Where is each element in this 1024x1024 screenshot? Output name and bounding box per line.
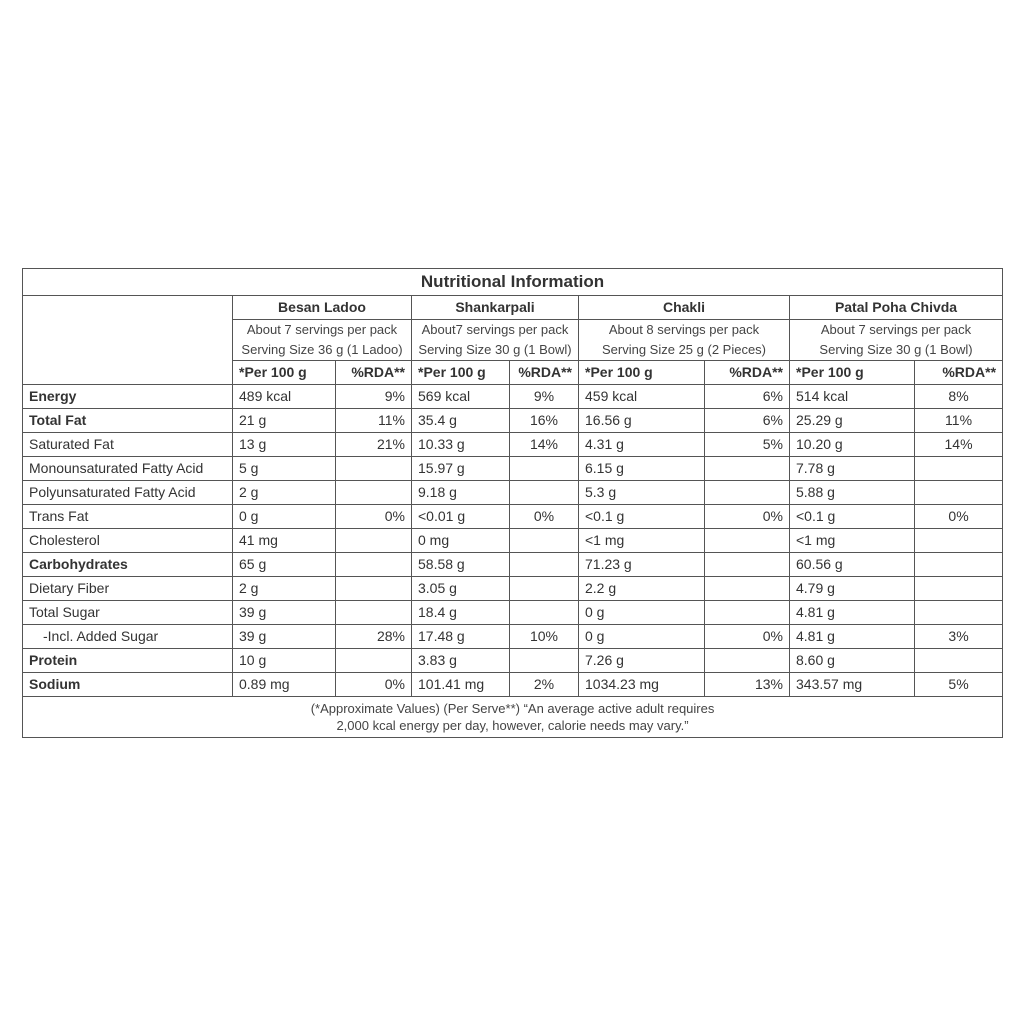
rda-value <box>336 601 412 625</box>
rda-value <box>915 481 1003 505</box>
per-100g-value: 0 g <box>579 601 705 625</box>
per-100g-value: 9.18 g <box>412 481 510 505</box>
rda-value <box>705 577 790 601</box>
rda-value <box>705 457 790 481</box>
servings-per-pack: About 7 servings per pack <box>820 322 972 337</box>
per-100g-header: *Per 100 g <box>412 361 510 385</box>
per-100g-value: 71.23 g <box>579 553 705 577</box>
per-100g-value: <0.1 g <box>790 505 915 529</box>
per-100g-header: *Per 100 g <box>233 361 336 385</box>
per-100g-value: 60.56 g <box>790 553 915 577</box>
per-100g-value: 16.56 g <box>579 409 705 433</box>
per-100g-value: <0.01 g <box>412 505 510 529</box>
rda-value <box>915 601 1003 625</box>
rda-value: 21% <box>336 433 412 457</box>
rda-value <box>915 649 1003 673</box>
nutrient-label: Total Fat <box>23 409 233 433</box>
nutrient-label: Energy <box>23 385 233 409</box>
rda-value: 11% <box>336 409 412 433</box>
rda-value <box>915 457 1003 481</box>
per-100g-header: *Per 100 g <box>790 361 915 385</box>
table-row <box>23 553 1003 577</box>
product-name: Patal Poha Chivda <box>790 296 1003 320</box>
rda-value: 0% <box>336 673 412 697</box>
rda-value <box>510 481 579 505</box>
rda-value <box>705 601 790 625</box>
per-100g-value: 4.81 g <box>790 601 915 625</box>
rda-value <box>915 577 1003 601</box>
rda-value: 10% <box>510 625 579 649</box>
product-name: Besan Ladoo <box>233 296 412 320</box>
nutrient-rows <box>23 385 1003 697</box>
rda-value <box>510 529 579 553</box>
per-100g-value: 5.3 g <box>579 481 705 505</box>
rda-value: 8% <box>915 385 1003 409</box>
footnote-line: 2,000 kcal energy per day, however, calorie needs may vary.” <box>336 718 689 733</box>
per-100g-value: 18.4 g <box>412 601 510 625</box>
table-row <box>23 577 1003 601</box>
nutrient-label: -Incl. Added Sugar <box>23 625 233 649</box>
per-100g-value: 13 g <box>233 433 336 457</box>
servings-per-pack: About 8 servings per pack <box>608 322 760 337</box>
nutrient-label: Protein <box>23 649 233 673</box>
servings-per-pack: About7 servings per pack <box>421 322 569 337</box>
table-row <box>23 625 1003 649</box>
per-100g-value: 39 g <box>233 625 336 649</box>
per-100g-value: 7.26 g <box>579 649 705 673</box>
per-100g-value: 4.81 g <box>790 625 915 649</box>
per-100g-header: *Per 100 g <box>579 361 705 385</box>
servings-per-pack: About 7 servings per pack <box>246 322 398 337</box>
rda-value <box>510 577 579 601</box>
per-100g-value: 489 kcal <box>233 385 336 409</box>
nutrient-label: Trans Fat <box>23 505 233 529</box>
per-100g-value: 459 kcal <box>579 385 705 409</box>
rda-value <box>510 553 579 577</box>
nutrient-label: Sodium <box>23 673 233 697</box>
table-row <box>23 385 1003 409</box>
per-100g-value: 5 g <box>233 457 336 481</box>
footnote-line: (*Approximate Values) (Per Serve**) “An average active adult requires <box>310 701 715 716</box>
rda-value <box>705 529 790 553</box>
table-title: Nutritional Information <box>23 269 1003 296</box>
rda-value: 9% <box>510 385 579 409</box>
rda-value <box>705 553 790 577</box>
table-row <box>23 601 1003 625</box>
rda-value <box>705 481 790 505</box>
rda-value <box>336 529 412 553</box>
rda-value: 0% <box>510 505 579 529</box>
per-100g-value: 10.20 g <box>790 433 915 457</box>
rda-value <box>336 481 412 505</box>
table-row <box>23 505 1003 529</box>
serving-size: Serving Size 36 g (1 Ladoo) <box>241 342 403 357</box>
per-100g-value: 0 g <box>233 505 336 529</box>
per-100g-value: 0 mg <box>412 529 510 553</box>
serving-size: Serving Size 30 g (1 Bowl) <box>418 342 572 357</box>
nutrient-label: Monounsaturated Fatty Acid <box>23 457 233 481</box>
serving-info <box>790 320 1003 361</box>
rda-value: 9% <box>336 385 412 409</box>
per-100g-value: 101.41 mg <box>412 673 510 697</box>
rda-value <box>915 553 1003 577</box>
table-row <box>23 529 1003 553</box>
rda-value <box>510 649 579 673</box>
rda-value: 16% <box>510 409 579 433</box>
rda-value: 6% <box>705 385 790 409</box>
per-100g-value: 0 g <box>579 625 705 649</box>
nutrient-label: Dietary Fiber <box>23 577 233 601</box>
per-100g-value: 21 g <box>233 409 336 433</box>
rda-header: %RDA** <box>336 361 412 385</box>
rda-value: 28% <box>336 625 412 649</box>
rda-value: 3% <box>915 625 1003 649</box>
per-100g-value: 514 kcal <box>790 385 915 409</box>
per-100g-value: 41 mg <box>233 529 336 553</box>
per-100g-value: 343.57 mg <box>790 673 915 697</box>
rda-value: 5% <box>915 673 1003 697</box>
per-100g-value: 17.48 g <box>412 625 510 649</box>
rda-value <box>915 529 1003 553</box>
per-100g-value: 7.78 g <box>790 457 915 481</box>
rda-value: 11% <box>915 409 1003 433</box>
table-row <box>23 409 1003 433</box>
serving-info <box>412 320 579 361</box>
nutrient-label: Cholesterol <box>23 529 233 553</box>
per-100g-value: <1 mg <box>579 529 705 553</box>
rda-value <box>705 649 790 673</box>
per-100g-value: 15.97 g <box>412 457 510 481</box>
rda-value: 13% <box>705 673 790 697</box>
rda-value: 0% <box>915 505 1003 529</box>
rda-value: 0% <box>705 505 790 529</box>
per-100g-value: 3.05 g <box>412 577 510 601</box>
rda-value: 0% <box>705 625 790 649</box>
per-100g-value: 39 g <box>233 601 336 625</box>
rda-value: 14% <box>510 433 579 457</box>
per-100g-value: 4.79 g <box>790 577 915 601</box>
table-row <box>23 673 1003 697</box>
serving-size: Serving Size 25 g (2 Pieces) <box>601 342 767 357</box>
per-100g-value: 10.33 g <box>412 433 510 457</box>
rda-value: 6% <box>705 409 790 433</box>
per-100g-value: 3.83 g <box>412 649 510 673</box>
per-100g-value: 569 kcal <box>412 385 510 409</box>
per-100g-value: 25.29 g <box>790 409 915 433</box>
footnote <box>23 697 1003 738</box>
per-100g-value: 2 g <box>233 577 336 601</box>
serving-size: Serving Size 30 g (1 Bowl) <box>819 342 973 357</box>
table-row <box>23 433 1003 457</box>
per-100g-value: <0.1 g <box>579 505 705 529</box>
serving-info <box>233 320 412 361</box>
rda-value: 0% <box>336 505 412 529</box>
label-column-header <box>23 296 233 385</box>
table-row <box>23 481 1003 505</box>
per-100g-value: <1 mg <box>790 529 915 553</box>
rda-value <box>336 577 412 601</box>
rda-value: 14% <box>915 433 1003 457</box>
nutrient-label: Saturated Fat <box>23 433 233 457</box>
per-100g-value: 35.4 g <box>412 409 510 433</box>
per-100g-value: 65 g <box>233 553 336 577</box>
per-100g-value: 5.88 g <box>790 481 915 505</box>
nutrient-label: Carbohydrates <box>23 553 233 577</box>
rda-header: %RDA** <box>915 361 1003 385</box>
nutrient-label: Polyunsaturated Fatty Acid <box>23 481 233 505</box>
per-100g-value: 4.31 g <box>579 433 705 457</box>
per-100g-value: 1034.23 mg <box>579 673 705 697</box>
product-name: Shankarpali <box>412 296 579 320</box>
per-100g-value: 58.58 g <box>412 553 510 577</box>
per-100g-value: 2 g <box>233 481 336 505</box>
per-100g-value: 10 g <box>233 649 336 673</box>
product-name: Chakli <box>579 296 790 320</box>
rda-value <box>510 457 579 481</box>
serving-info <box>579 320 790 361</box>
rda-value <box>336 457 412 481</box>
per-100g-value: 0.89 mg <box>233 673 336 697</box>
table-row <box>23 649 1003 673</box>
table-row <box>23 457 1003 481</box>
rda-value <box>510 601 579 625</box>
rda-value <box>336 649 412 673</box>
rda-header: %RDA** <box>705 361 790 385</box>
per-100g-value: 2.2 g <box>579 577 705 601</box>
nutrient-label: Total Sugar <box>23 601 233 625</box>
nutrition-table <box>22 268 1003 738</box>
per-100g-value: 6.15 g <box>579 457 705 481</box>
rda-value: 2% <box>510 673 579 697</box>
rda-header: %RDA** <box>510 361 579 385</box>
per-100g-value: 8.60 g <box>790 649 915 673</box>
rda-value <box>336 553 412 577</box>
rda-value: 5% <box>705 433 790 457</box>
